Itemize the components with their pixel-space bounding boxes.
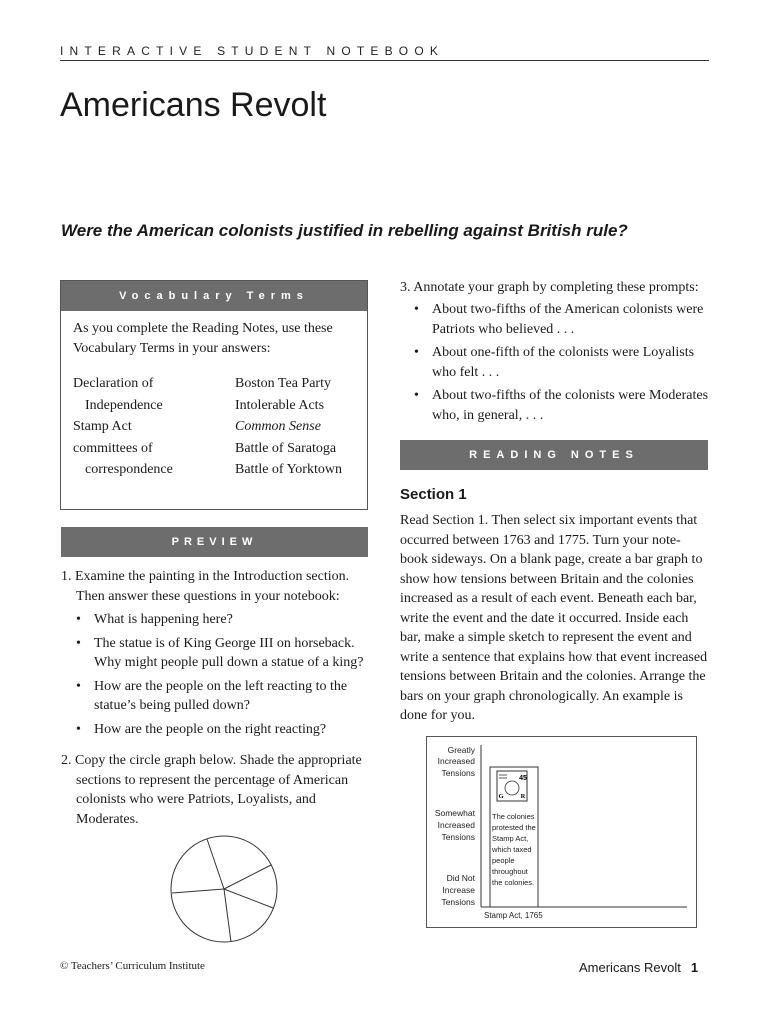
chart-svg xyxy=(427,737,696,927)
preview-item-2: 2. Copy the circle graph below. Shade the appropriate sections to represent the percentage of American colonists who were Patriots, Loyalists, and Moderates. xyxy=(61,753,362,827)
vocabulary-heading: Vocabulary Terms xyxy=(61,281,367,311)
circle-graph-divider xyxy=(207,839,224,889)
list-item: • The statue is of King George III on horseback. Why might people pull down a statue of a king? xyxy=(76,634,368,673)
y-label-did-not: Increase xyxy=(442,885,475,895)
vocab-term: correspondence xyxy=(85,462,173,477)
annotate-bullets xyxy=(414,296,710,425)
footer-copyright: © Teachers’ Curriculum Institute xyxy=(60,960,205,972)
list-item: • About one-fifth of the colonists were Loyalists who felt . . . xyxy=(414,343,710,382)
vocab-term: Independence xyxy=(85,397,163,413)
vocab-term: Stamp Act xyxy=(73,419,132,434)
bar-text-line: protested the xyxy=(492,823,536,832)
page-number: 1 xyxy=(690,960,699,975)
circle-graph-divider xyxy=(224,865,271,889)
y-label-greatly: Increased xyxy=(437,756,475,766)
preview-bullets xyxy=(76,606,368,739)
vocabulary-intro: As you complete the Reading Notes, use these Vocabulary Terms in your answers: xyxy=(73,321,333,356)
y-label-somewhat: Somewhat xyxy=(434,808,475,818)
running-head: INTERACTIVE STUDENT NOTEBOOK xyxy=(60,44,445,58)
bar-text-line: The colonies xyxy=(492,812,535,821)
y-label-somewhat: Increased xyxy=(437,820,475,830)
page-title: Americans Revolt xyxy=(60,86,327,124)
bar-text-line: which taxed xyxy=(492,845,532,854)
stamp-letter-right: R xyxy=(520,793,526,800)
y-label-did-not: Tensions xyxy=(441,897,475,907)
preview-item-1: 1. Examine the painting in the Introduction section. Then answer these questions in your notebook: xyxy=(61,569,350,604)
vocab-term: Battle of Saratoga xyxy=(235,440,337,456)
y-label-did-not: Did Not xyxy=(446,873,475,883)
bar-text-line: people xyxy=(492,856,515,865)
circle-graph-divider xyxy=(224,889,273,908)
circle-graph-divider xyxy=(224,889,231,942)
vocab-term: Intolerable Acts xyxy=(235,397,325,413)
vocab-term: Declaration of xyxy=(73,376,154,391)
stamp-sketch xyxy=(497,771,527,801)
preview-heading: PREVIEW xyxy=(61,527,368,557)
bar-text-line: throughout xyxy=(492,867,528,876)
vocab-term: Boston Tea Party xyxy=(235,376,331,391)
footer-page-info xyxy=(579,960,698,975)
example-bar-chart xyxy=(426,736,697,928)
x-tick-label: Stamp Act, 1765 xyxy=(484,911,543,920)
stamp-value: 45 xyxy=(519,775,527,782)
vocab-term: Battle of Yorktown xyxy=(235,462,342,477)
essential-question: Were the American colonists justified in rebelling against British rule? xyxy=(61,221,628,240)
y-label-somewhat: Tensions xyxy=(441,832,475,842)
vocab-term: Common Sense xyxy=(235,419,321,434)
vocabulary-left-column xyxy=(73,373,173,481)
list-item: • How are the people on the left reacting to the statue’s being pulled down? xyxy=(76,677,368,716)
list-item: • How are the people on the right reacting? xyxy=(76,720,368,740)
bar-text-line: Stamp Act, xyxy=(492,834,529,843)
vocabulary-box xyxy=(60,280,368,510)
footer-title: Americans Revolt xyxy=(579,960,681,975)
y-label-greatly: Tensions xyxy=(441,768,475,778)
header-rule xyxy=(60,60,709,61)
annotate-item-3: 3. Annotate your graph by completing these prompts: xyxy=(400,280,699,295)
stamp-letter-left: G xyxy=(498,793,504,800)
reading-notes-heading: READING NOTES xyxy=(400,440,708,470)
section-title: Section 1 xyxy=(400,486,467,503)
list-item: • About two-fifths of the American colonists were Patriots who believed . . . xyxy=(414,300,710,339)
vocab-term: committees of xyxy=(73,440,153,456)
list-item: • What is happening here? xyxy=(76,610,368,630)
circle-graph-divider xyxy=(172,889,224,893)
y-label-greatly: Greatly xyxy=(447,745,475,755)
vocabulary-right-column xyxy=(235,373,342,481)
list-item: • About two-fifths of the colonists were Moderates who, in general, . . . xyxy=(414,386,710,425)
bar-text-line: the colonies. xyxy=(492,878,535,887)
circle-graph xyxy=(168,833,280,945)
reading-notes-body: Read Section 1. Then select six important events that occurred between 1763 and 1775. Turn your note-book sideways. On a blank page, create a bar graph to show how tensions between Britain and the colonies increased as a result of each event. Beneath each bar, write the event and the date it occurred. Inside each bar, make a simple sketch to represent the event and write a sentence that explains how that event increased tensions between Britain and the colonies. Arrange the bars on your graph chronologically. An example is done for you. xyxy=(400,513,708,723)
